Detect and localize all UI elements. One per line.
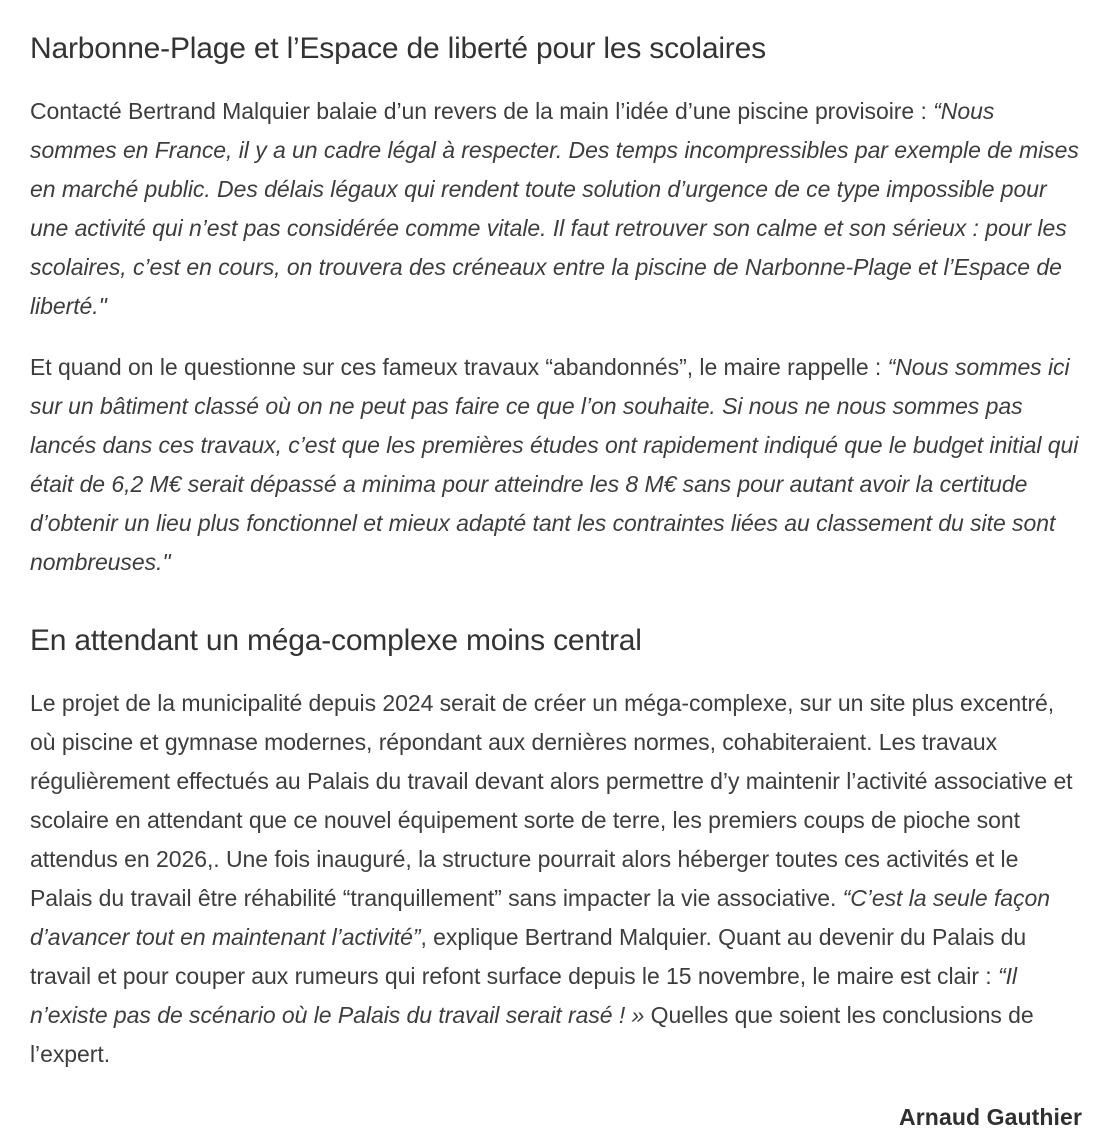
section-heading-scolaires: Narbonne-Plage et l’Espace de liberté pour les scolaires bbox=[30, 32, 766, 65]
paragraph-1-lead: Contacté Bertrand Malquier balaie d’un revers de la main l’idée d’une piscine provisoire : bbox=[30, 98, 934, 124]
paragraph-3-quote-1: “C’est la seule façon d’avancer tout en maintenant l’activité” bbox=[30, 885, 1050, 950]
paragraph-2-lead: Et quand on le questionne sur ces fameux travaux “abandonnés”, le maire rappelle : bbox=[30, 354, 888, 380]
paragraph-3-part-1: Le projet de la municipalité depuis 2024 serait de créer un méga-complexe, sur un site plus excentré, où piscine et gymnase modernes, répondant aux dernières normes, cohabiteraient. Les travaux régulièrement effectués au Palais du travail devant alors permettre d’y maintenir l’activité associative et scolaire en attendant que ce nouvel équipement sorte de terre, les premiers coups de pioche sont attendus en 2026,. Une fois inauguré, la structure pourrait alors héberger toutes ces activités et le Palais du travail être réhabilité “tranquillement” sans impacter la vie associative. bbox=[30, 690, 1073, 911]
paragraph-travaux-abandonnes bbox=[30, 348, 1084, 582]
paragraph-1-quote: “Nous sommes en France, il y a un cadre légal à respecter. Des temps incompressibles par exemple de mises en marché public. Des délais légaux qui rendent toute solution d’urgence de ce type impossible pour une activité qui n’est pas considérée comme vitale. Il faut retrouver son calme et son sérieux : pour les scolaires, c’est en cours, on trouvera des créneaux entre la piscine de Narbonne-Plage et l’Espace de liberté." bbox=[30, 98, 1079, 319]
paragraph-mega-complexe bbox=[30, 684, 1084, 1074]
paragraph-malquier-piscine-provisoire bbox=[30, 92, 1084, 326]
article-byline: Arnaud Gauthier bbox=[899, 1104, 1082, 1130]
paragraph-3-part-2: , explique Bertrand Malquier. Quant au devenir du Palais du travail et pour couper aux rumeurs qui refont surface depuis le 15 novembre, le maire est clair : bbox=[30, 924, 1027, 989]
paragraph-3-part-3: Quelles que soient les conclusions de l’expert. bbox=[30, 1002, 1034, 1067]
section-heading-mega-complexe: En attendant un méga-complexe moins central bbox=[30, 624, 642, 657]
paragraph-2-quote: “Nous sommes ici sur un bâtiment classé où on ne peut pas faire ce que l’on souhaite. Si nous ne nous sommes pas lancés dans ces travaux, c’est que les premières études ont rapidement indiqué que le budget initial qui était de 6,2 M€ serait dépassé a minima pour atteindre les 8 M€ sans pour autant avoir la certitude d’obtenir un lieu plus fonctionnel et mieux adapté tant les contraintes liées au classement du site sont nombreuses." bbox=[30, 354, 1079, 575]
paragraph-3-quote-2: “Il n’existe pas de scénario où le Palais du travail serait rasé ! » bbox=[30, 963, 1017, 1028]
